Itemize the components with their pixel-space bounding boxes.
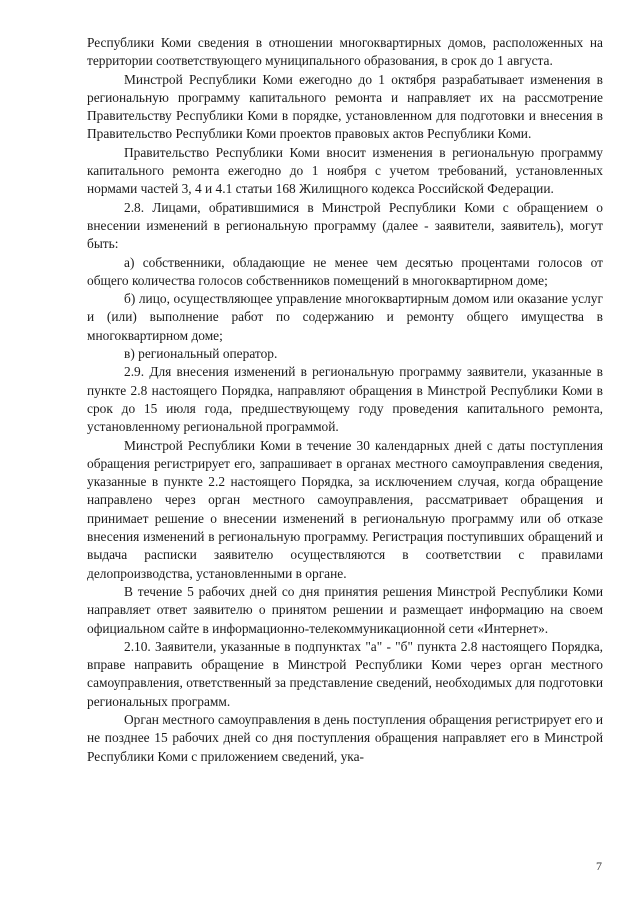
paragraph: Минстрой Республики Коми в течение 30 календарных дней с даты поступления обращения регистрирует его, запрашивает в органах местного самоуправления сведения, указанные в пункте 2.2 настоящего Порядка, за исключением случая, когда обращение направлено через орган местного самоуправления, рассматривает обращения и принимает решение о внесении изменений в региональную программу или об отказе внесения изменений в региональную программу. Регистрация поступивших обращений и выдача расписки заявителю осуществляются в соответствии с правилами делопроизводства, установленными в органе. xyxy=(87,437,603,581)
paragraph: Орган местного самоуправления в день поступления обращения регистрирует его и не позднее 15 рабочих дней со дня поступления обращения направляет его в Минстрой Республики Коми с приложением сведений, ука- xyxy=(87,711,603,764)
paragraph: 2.9. Для внесения изменений в региональную программу заявители, указанные в пункте 2.8 настоящего Порядка, направляют обращения в Минстрой Республики Коми в срок до 15 июля года, предшествующему году проведения капитального ремонта, установленному региональной программой. xyxy=(87,364,603,435)
page-number: 7 xyxy=(596,859,602,873)
list-item-a: а) собственники, обладающие не менее чем десятью процентами голосов от общего количества голосов собственников помещений в многоквартирном доме; xyxy=(87,254,603,288)
paragraph: Республики Коми сведения в отношении многоквартирных домов, расположенных на территории соответствующего муниципального образования, в срок до 1 августа. xyxy=(87,35,603,69)
paragraph: 2.8. Лицами, обратившимися в Минстрой Республики Коми с обращением о внесении изменений в региональную программу (далее - заявители, заявитель), могут быть: xyxy=(87,199,603,252)
list-item-c: в) региональный оператор. xyxy=(124,346,278,362)
paragraph: Минстрой Республики Коми ежегодно до 1 октября разрабатывает изменения в региональную программу капитального ремонта и направляет их на рассмотрение Правительству Республики Коми в порядке, установленном для подготовки и внесения в Правительство Республики Коми проектов правовых актов Республики Коми. xyxy=(87,71,603,142)
paragraph: 2.10. Заявители, указанные в подпунктах "а" - "б" пункта 2.8 настоящего Порядка, вправе направить обращение в Минстрой Республики Коми через орган местного самоуправления, ответственный за представление сведений, необходимых для подготовки региональных программ. xyxy=(87,638,603,709)
list-item-b: б) лицо, осуществляющее управление многоквартирным домом или оказание услуг и (или) выполнение работ по содержанию и ремонту общего имущества в многоквартирном доме; xyxy=(87,291,603,343)
paragraph: В течение 5 рабочих дней со дня принятия решения Минстрой Республики Коми направляет ответ заявителю о принятом решении и размещает информацию на своем официальном сайте в информационно-телекоммуникационной сети «Интернет». xyxy=(87,583,603,636)
paragraph: Правительство Республики Коми вносит изменения в региональную программу капитального ремонта ежегодно до 1 ноября с учетом требований, установленных нормами частей 3, 4 и 4.1 статьи 168 Жилищного кодекса Российской Федерации. xyxy=(87,144,603,197)
